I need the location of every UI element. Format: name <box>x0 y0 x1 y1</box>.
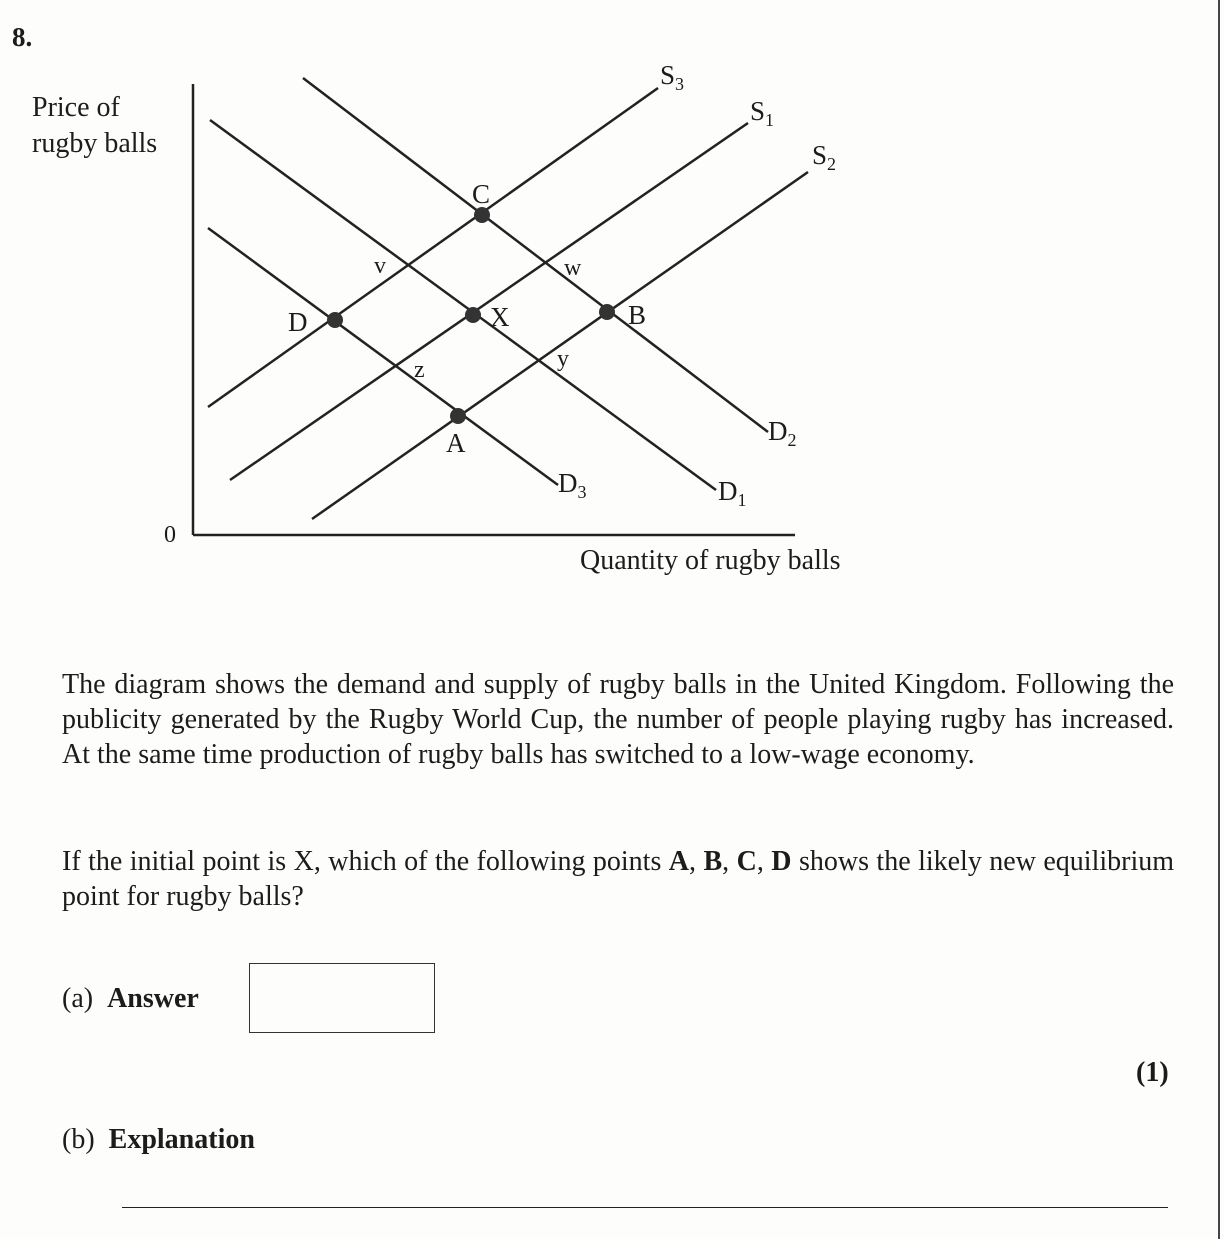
marks-label: (1) <box>1136 1057 1169 1088</box>
origin-label: 0 <box>164 522 176 548</box>
part-b <box>62 1124 255 1156</box>
explanation-answer-line[interactable] <box>122 1207 1168 1208</box>
curve-label-s1: $S_1$ <box>750 96 775 130</box>
point-b-marker <box>599 304 615 320</box>
page-margin-line <box>1218 0 1220 1239</box>
option-d: D <box>771 846 792 877</box>
region-y-label: y <box>557 346 569 372</box>
question-paragraph-2 <box>62 844 1174 914</box>
part-a <box>62 983 199 1015</box>
demand-curve-d2 <box>303 78 768 432</box>
option-a: A <box>668 846 690 877</box>
region-w-label: w <box>564 255 582 281</box>
point-a-label: A <box>446 428 466 458</box>
region-v-label: v <box>374 253 386 279</box>
curve-label-d2: $D_2$ <box>768 416 797 450</box>
y-axis-label-line1: Price of <box>32 92 120 123</box>
paragraph2-sep: , <box>756 846 772 877</box>
option-c: C <box>736 846 757 877</box>
point-a-marker <box>450 408 466 424</box>
point-d-marker <box>327 312 343 328</box>
y-axis-label-line2: rugby balls <box>32 128 158 159</box>
point-c-label: C <box>472 179 491 209</box>
paragraph2-text: If the initial point is X, which of the following points <box>62 846 669 877</box>
point-c-marker <box>474 207 490 223</box>
x-axis-label: Quantity of rugby balls <box>580 545 841 576</box>
curve-label-d1: $D_1$ <box>718 476 747 510</box>
part-b-text: Explanation <box>108 1124 255 1155</box>
part-a-label: (a) <box>62 983 94 1014</box>
curve-label-s2: $S_2$ <box>812 140 837 174</box>
part-a-text: Answer <box>107 983 199 1014</box>
answer-box[interactable] <box>249 963 435 1033</box>
supply-curve-s3 <box>208 88 658 407</box>
point-x-label: X <box>490 302 510 332</box>
point-x-marker <box>465 307 481 323</box>
question-number: 8. <box>12 22 33 52</box>
curve-label-s3: $S_3$ <box>660 60 685 94</box>
point-d-label: D <box>288 307 308 337</box>
option-b: B <box>703 846 723 877</box>
paragraph2-text: shows the likely new equilibrium point for rugby balls? <box>62 846 1175 912</box>
point-b-label: B <box>628 300 647 330</box>
part-b-label: (b) <box>62 1124 95 1155</box>
question-paragraph-1: The diagram shows the demand and supply of rugby balls in the United Kingdom. Following the publicity generated by the Rugby World Cup, the number of people playing rugby has increased. At the same time production of rugby balls has switched to a low-wage economy. <box>62 669 1174 770</box>
curve-label-d3: $D_3$ <box>558 468 587 502</box>
region-z-label: z <box>414 357 425 383</box>
paragraph2-sep: , <box>689 846 704 877</box>
paragraph2-sep: , <box>722 846 737 877</box>
